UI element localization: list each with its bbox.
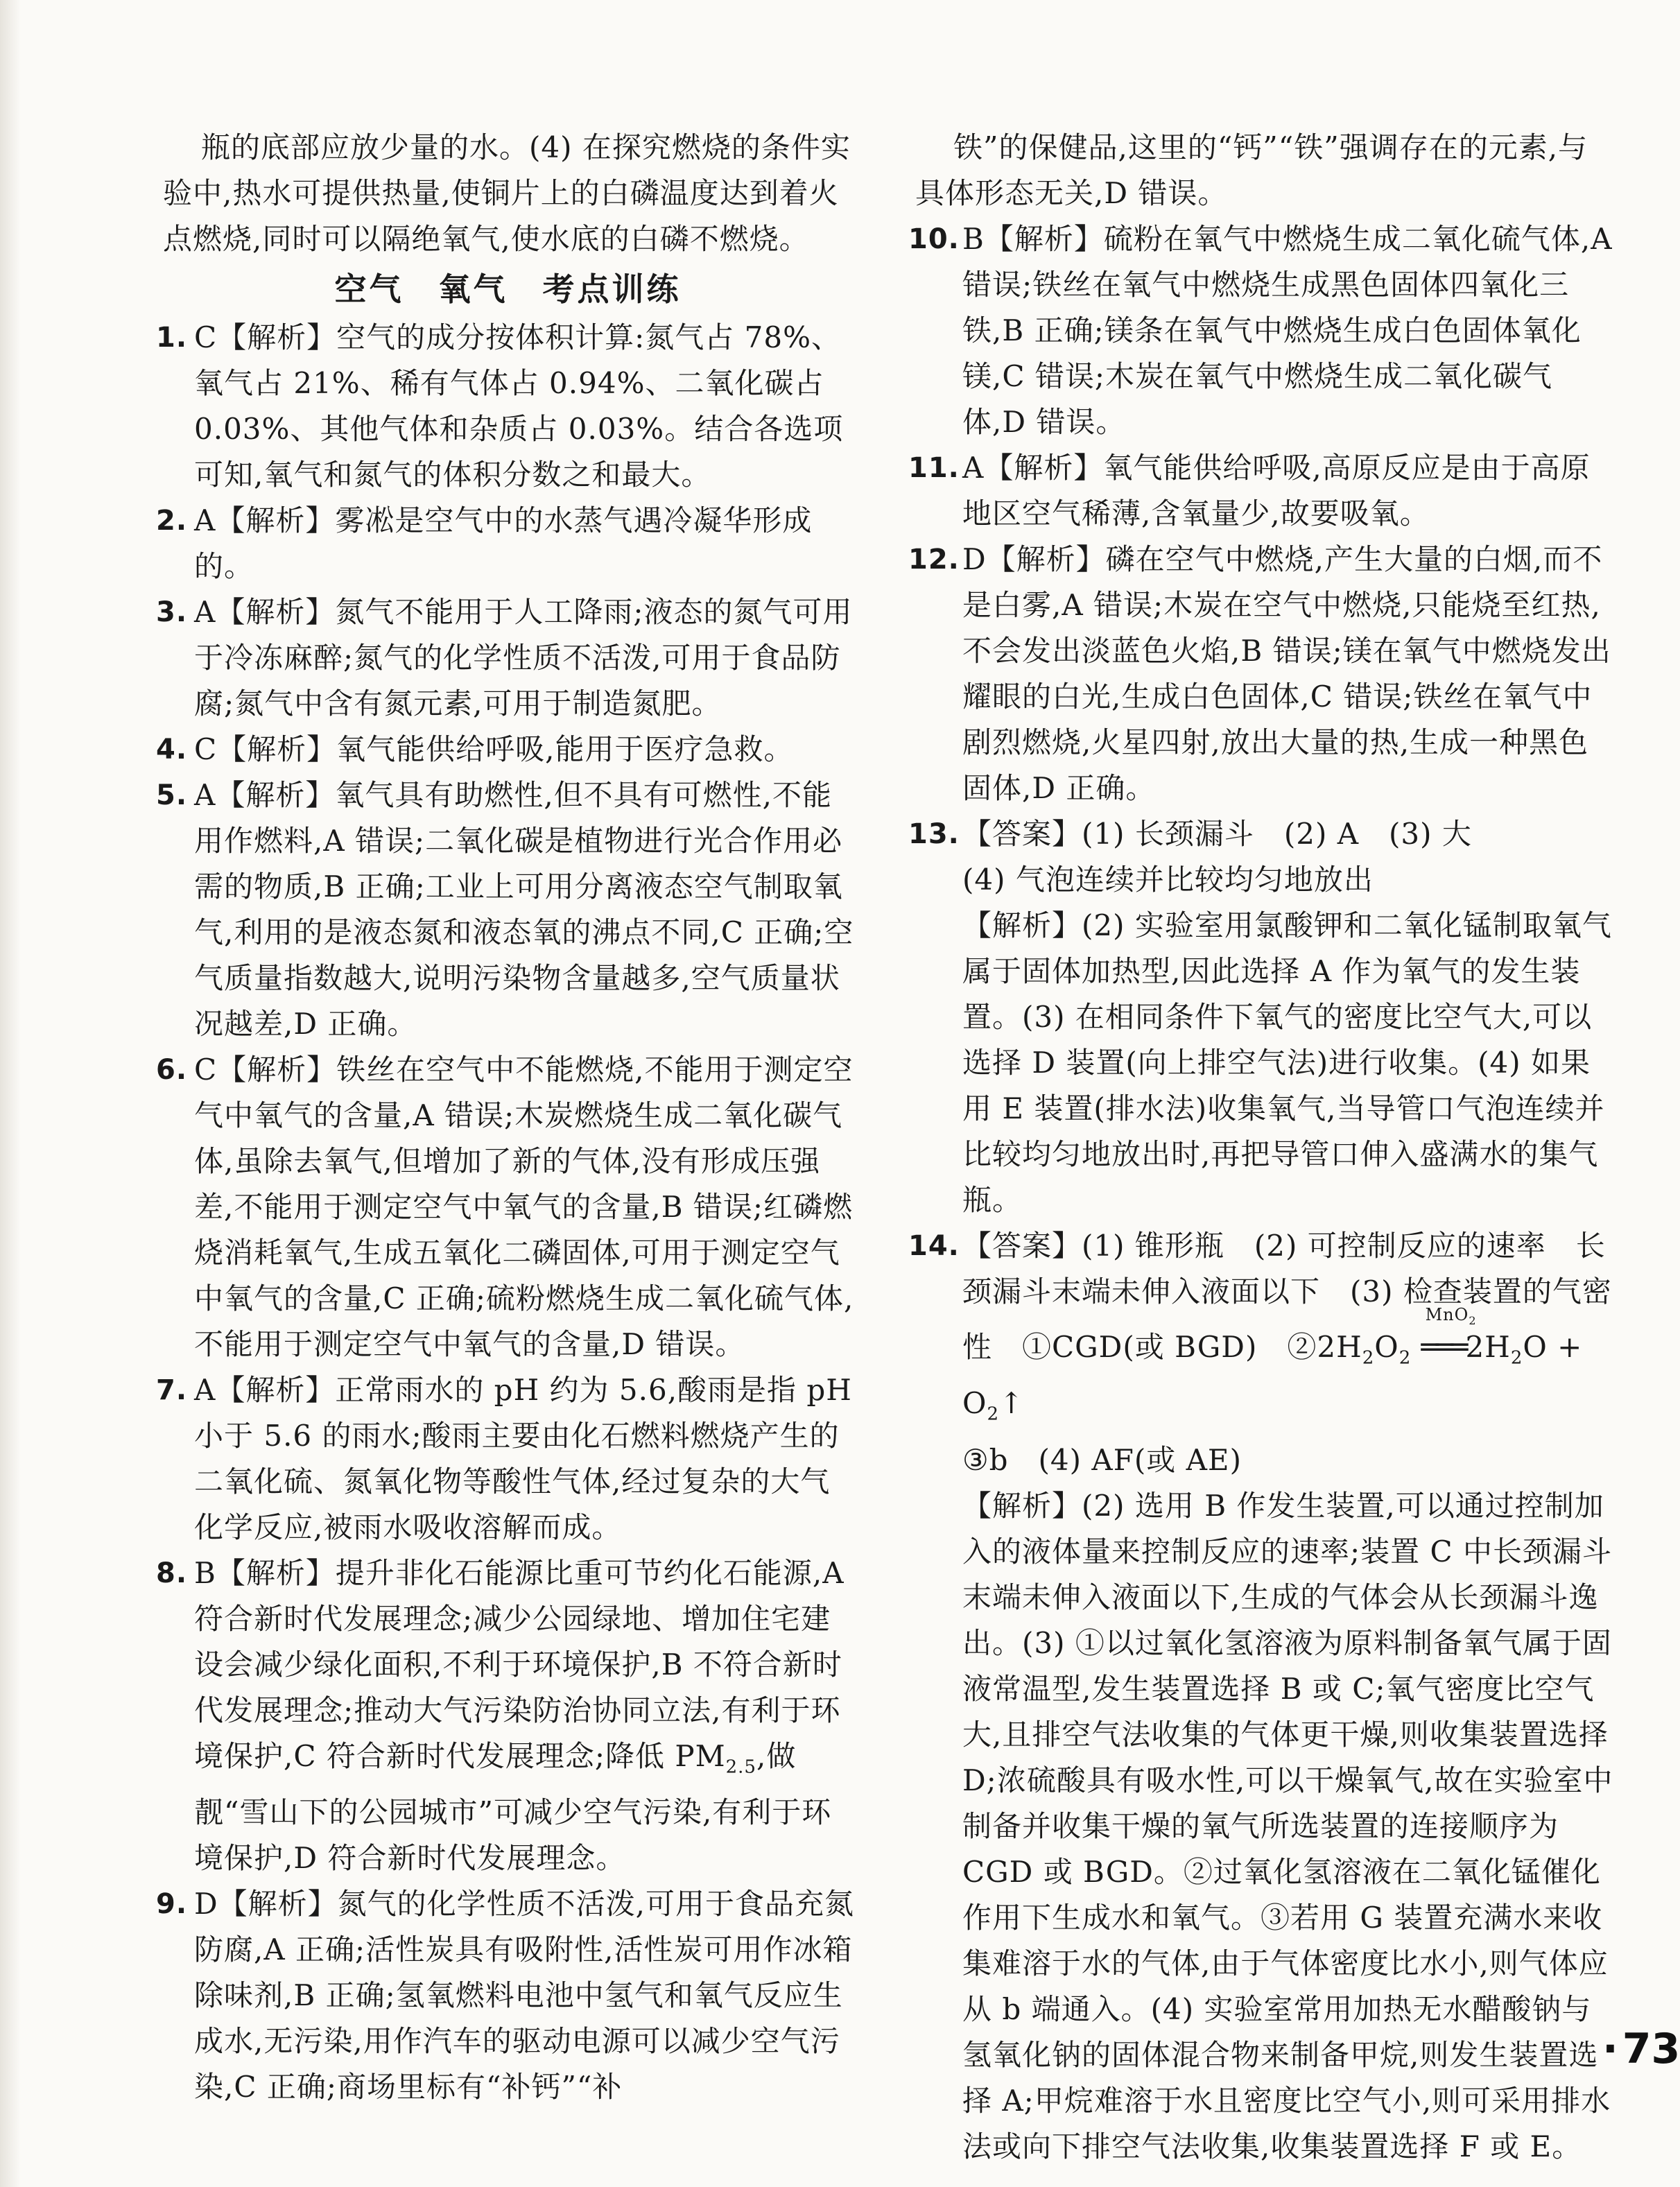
question-item — [156, 727, 860, 772]
question-answer: D【解析】磷在空气中燃烧,产生大量的白烟,而不是白雾,A 错误;木炭在空气中燃烧,只能烧至红热,不会发出淡蓝色火焰,B 错误;镁在氧气中燃烧发出耀眼的白光,生成白色固体,C 错误;铁丝在氧气中剧烈燃烧,火星四射,放出大量的热,生成一种黑色固体,D 正确。 — [962, 542, 1611, 805]
question-answer: B【解析】硫粉在氧气中燃烧生成二氧化硫气体,A 错误;铁丝在氧气中燃烧生成黑色固体四氧化三铁,B 正确;镁条在氧气中燃烧生成白色固体氧化镁,C 错误;木炭在氧气中燃烧生成二氧化碳气体,D 错误。 — [962, 222, 1613, 439]
question-number: 4. — [156, 734, 188, 766]
question-number: 5. — [156, 779, 188, 811]
question-item — [908, 445, 1616, 537]
question-answer: A【解析】氮气不能用于人工降雨;液态的氮气可用于冷冻麻醉;氮气的化学性质不活泼,可用于食品防腐;氮气中含有氮元素,可用于制造氮肥。 — [194, 595, 853, 720]
question-answer: A【解析】氧气能供给呼吸,高原反应是由于高原地区空气稀薄,含氧量少,故要吸氧。 — [962, 451, 1591, 530]
question-item — [156, 1550, 860, 1881]
answer-line: (4) 气泡连续并比较均匀地放出 — [962, 863, 1374, 897]
question-answer: A【解析】正常雨水的 pH 约为 5.6,酸雨是指 pH 小于 5.6 的雨水;酸雨主要由化石燃料燃烧产生的二氧化硫、氮氧化物等酸性气体,经过复杂的大气化学反应,被雨水吸收溶解而成。 — [194, 1373, 852, 1544]
catalyst-arrow: MnO$_2$ ═══ — [1421, 1305, 1477, 1364]
question-answer: D【解析】氮气的化学性质不活泼,可用于食品充氮防腐,A 正确;活性炭具有吸附性,活性炭可用作冰箱除味剂,B 正确;氢氧燃料电池中氢气和氧气反应生成水,无污染,用作汽车的驱动电源可以减少空气污染,C 正确;商场里标有“补钙”“补 — [194, 1887, 855, 2104]
question-item — [908, 811, 1616, 1223]
question-number: 6. — [156, 1054, 188, 1086]
question-number: 12. — [908, 544, 960, 576]
question-item — [908, 216, 1616, 445]
page-binding-shadow — [0, 0, 21, 2187]
answer-line: 【答案】(1) 锥形瓶 (2) 可控制反应的速率 长颈漏斗末端未伸入液面以下 (3) 检查装置的气密 — [962, 1229, 1612, 1308]
question-answer: C【解析】铁丝在空气中不能燃烧,不能用于测定空气中氧气的含量,A 错误;木炭燃烧生成二氧化碳气体,虽除去氧气,但增加了新的气体,没有形成压强差,不能用于测定空气中氧气的含量,B 错误;红磷燃烧消耗氧气,生成五氧化二磷固体,可用于测定空气中氧气的含量,C 正确;硫粉燃烧生成二氧化硫气体,不能用于测定空气中氧气的含量,D 错误。 — [194, 1053, 854, 1361]
question-item — [156, 315, 860, 498]
chemical-equation: 性 ①CGD(或 BGD) $②2H_2O_2$ MnO$_2$ $═══2H_2O$ + $O_2↑$ — [962, 1305, 1583, 1425]
question-item — [908, 537, 1616, 811]
question-item — [156, 498, 860, 589]
intro-paragraph: 瓶的底部应放少量的水。(4) 在探究燃烧的条件实验中,热水可提供热量,使铜片上的白磷温度达到着火点燃烧,同时可以隔绝氧气,使水底的白磷不燃烧。 — [163, 130, 851, 256]
left-column — [156, 125, 860, 2110]
question-item — [156, 772, 860, 1047]
question-answer: A【解析】氧气具有助燃性,但不具有可燃性,不能用作燃料,A 错误;二氧化碳是植物进行光合作用必需的物质,B 正确;工业上可用分离液态空气制取氧气,利用的是液态氮和液态氧的沸点不同,C 正确;空气质量指数越大,说明污染物含量越多,空气质量状况越差,D 正确。 — [194, 778, 854, 1041]
question-answer: C【解析】氧气能供给呼吸,能用于医疗急救。 — [194, 732, 794, 766]
question-answer-part: ,做靓“雪山下的公园城市”可减少空气污染,有利于环境保护,D 符合新时代发展理念。 — [194, 1739, 832, 1876]
question-item — [156, 1881, 860, 2110]
question-number: 7. — [156, 1374, 188, 1406]
question-item — [908, 1223, 1616, 2170]
question-number: 1. — [156, 322, 188, 354]
question-number: 14. — [908, 1230, 960, 1262]
pm-subscript: 2.5 — [725, 1756, 756, 1778]
answer-line: 【答案】(1) 长颈漏斗 (2) A (3) 大 — [962, 817, 1472, 851]
page-number: · 73 — [1602, 2014, 1665, 2084]
answer-line: ③b (4) AF(或 AE) — [962, 1442, 1242, 1477]
right-column — [908, 125, 1616, 2170]
question-number: 13. — [908, 818, 960, 850]
intro-paragraph: 铁”的保健品,这里的“钙”“铁”强调存在的元素,与具体形态无关,D 错误。 — [915, 130, 1588, 210]
question-answer: C【解析】空气的成分按体积计算:氮气占 78%、氧气占 21%、稀有气体占 0.94%、二氧化碳占 0.03%、其他气体和杂质占 0.03%。结合各选项可知,氧气和氮气的体积分数之和最大。 — [194, 320, 844, 492]
analysis-text: 【解析】(2) 实验室用氯酸钾和二氧化锰制取氧气属于固体加热型,因此选择 A 作为氧气的发生装置。(3) 在相同条件下氧气的密度比空气大,可以选择 D 装置(向上排空气法)进行收集。(4) 如果用 E 装置(排水法)收集氧气,当导管口气泡连续并比较均匀地放出时,再把导管口伸入盛满水的集气瓶。 — [962, 908, 1612, 1217]
question-number: 8. — [156, 1557, 188, 1589]
question-answer-part: B【解析】提升非化石能源比重可节约化石能源,A 符合新时代发展理念;减少公园绿地、增加住宅建设会减少绿化面积,不利于环境保护,B 不符合新时代发展理念;推动大气污染防治协同立法,有利于环境保护,C 符合新时代发展理念;降低 PM — [194, 1556, 845, 1773]
question-item — [156, 1367, 860, 1550]
question-number: 2. — [156, 505, 188, 537]
question-item — [156, 1047, 860, 1367]
question-item — [156, 589, 860, 727]
analysis-text: 【解析】(2) 选用 B 作发生装置,可以通过控制加入的液体量来控制反应的速率;装置 C 中长颈漏斗末端未伸入液面以下,生成的气体会从长颈漏斗逸出。(3) ①以过氧化氢溶液为原料制备氧气属于固液常温型,发生装置选择 B 或 C;氧气密度比空气大,且排空气法收集的气体更干燥,则收集装置选择 D;浓硫酸具有吸水性,可以干燥氧气,故在实验室中制备并收集干燥的氧气所选装置的连接顺序为 CGD 或 BGD。②过氧化氢溶液在二氧化锰催化作用下生成水和氧气。③若用 G 装置充满水来收集难溶于水的气体,由于气体密度比水小,则气体应从 b 端通入。(4) 实验室常用加热无水醋酸钠与氢氧化钠的固体混合物来制备甲烷,则发生装置选择 A;甲烷难溶于水且密度比空气小,则可采用排水法或向下排空气法收集,收集装置选择 F 或 E。 — [962, 1488, 1613, 2163]
question-answer: A【解析】雾凇是空气中的水蒸气遇冷凝华形成的。 — [194, 503, 813, 583]
question-number: 10. — [908, 223, 960, 255]
question-number: 9. — [156, 1888, 188, 1921]
section-title: 空气 氧气 考点训练 — [334, 270, 682, 308]
question-number: 3. — [156, 596, 188, 628]
question-number: 11. — [908, 452, 960, 484]
